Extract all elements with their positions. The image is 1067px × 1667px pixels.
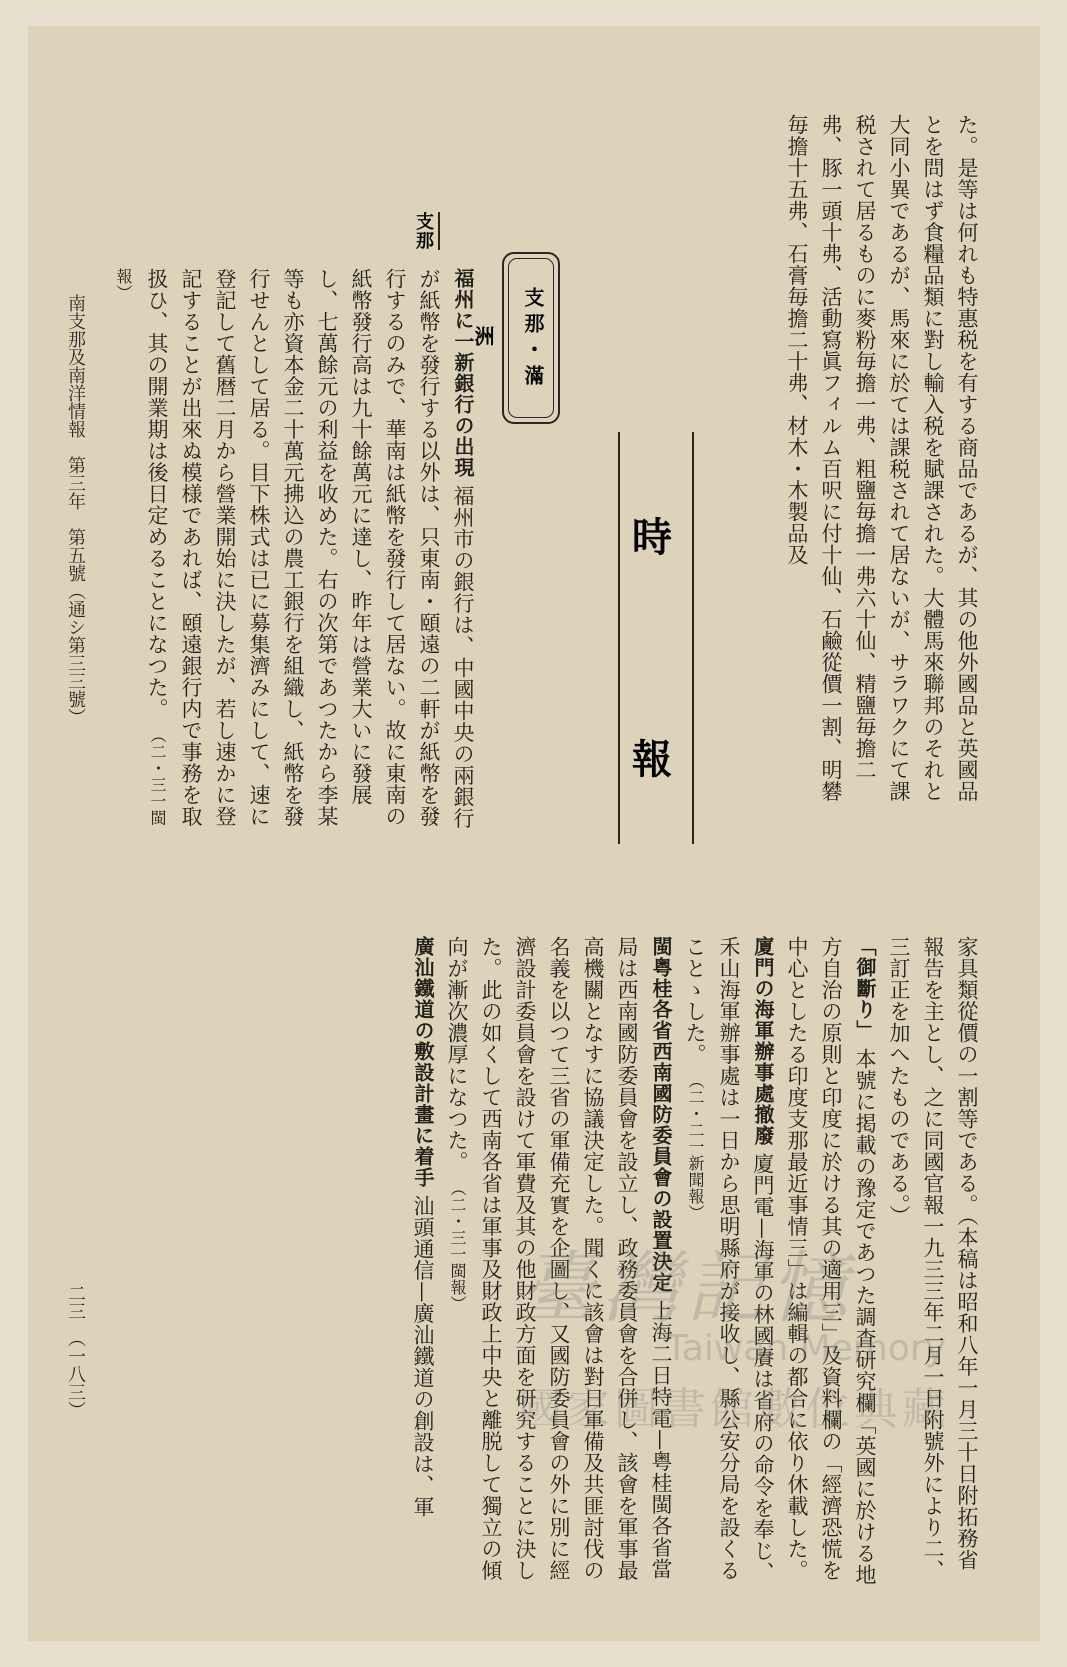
continued-text-bottom [882,936,984,1586]
jiho-title [624,496,684,796]
article-source: （二・二一新聞報） [686,1072,705,1221]
section-label: 支那・滿洲 [471,287,545,391]
jiho-char-2: 報 [632,736,672,783]
article-heading: 福州に一新銀行の出現 [451,268,475,478]
watermark-subtitle: 國家圖書館數位典藏 [518,1384,950,1435]
continued-paragraph-top [714,114,984,804]
article-xiamen-navy [678,936,780,1586]
bottom-columns [64,936,984,1586]
article-fuzhou-bank [50,268,480,838]
section-label-box [471,252,560,424]
watermark-title: 臺灣記憶 [518,1244,855,1334]
notice-heading: 「御斷り」 [853,936,877,1041]
article-body: 福州市の銀行は、中國中央の兩銀行が紙幣を發行する以外は、只東南・頤遠の二軒が紙幣を發行するのみで、華南は紙幣を發行して居ない。故に東南の紙幣發行高は九十餘萬元に達し、昨年は營業大いに發展し、七萬餘元の利益を收めた。右の次第であつたから李某等も亦資本金二十萬元拂込の農工銀行を組織し、紙幣を發行せんとして居る。目下株式は已に募集濟みにして、速に登記して舊暦二月から營業開始に決したが、若し速かに登記することが出來ぬ模様であれば、頤遠銀行内で事務を取扱ひ、其の開業期は後日定めることになつた。 [145,268,475,830]
article-guangshan-railway [406,936,440,1586]
article-southwest-defense [440,936,678,1586]
article-source: （二・三一閩報） [448,1179,467,1312]
article-body: 廈門電—海軍の林國賡は省府の命令を奉じ、禾山海軍辦事處は一日から思明縣府が接收し、縣公安分局を設くることゝした。 [683,936,775,1584]
journal-footer: 南支那及南洋情報 第三年 第五號（通シ第三三號） [65,294,86,726]
article-heading: 廈門の海軍辦事處撤廢 [751,936,775,1146]
notice-body: 本號に掲載の豫定であつた調査研究欄「英國に於ける地方自治の原則と印度に於ける其の適用三」及資料欄の「經濟恐慌を中心としたる印度支那最近事情三」は編輯の都合に依り休載した。 [785,936,877,1586]
jiho-rule-left [618,432,620,844]
jiho-rule-right [692,432,694,844]
region-tag: 支那 [410,212,440,250]
jiho-char-1: 時 [632,514,672,561]
article-heading: 廣汕鐵道の敷設計畫に着手 [411,936,435,1188]
watermark-latin: Taiwan Memory [665,1328,946,1369]
article-body: 汕頭通信—廣汕鐵道の創設は、軍 [411,1195,435,1518]
article-heading: 閩粤桂各省西南國防委員會の設置決定 [649,936,673,1293]
article-source: （二・三一閩報） [114,268,167,826]
notice-paragraph [780,936,882,1586]
page-number: 二三 （一八三） [65,1284,86,1419]
continued-text: た。是等は何れも特惠税を有する商品であるが、其の他外國品と英國品とを問はず食糧品類に對し輸入税を賦課された。大體馬來聯邦のそれと大同小異であるが、馬來に於ては課税されて居ないが、サラワクにて課税されて居るものに麥粉毎擔一弗、粗鹽毎擔一弗六十仙、精鹽毎擔二弗、豚一頭十弗、活動寫眞フィルム百呎に付十仙、石鹼從價一割、明礬毎擔十五弗、石膏毎擔二十弗、材木・木製品及 [785,114,979,802]
document-page [28,26,1040,1641]
continued-bottom-body: 家具類從價の一割等である。（本稿は昭和八年一月三十日附拓務省報告を主とし、之に同國官報一九三三年二月一日附號外により二、三訂正を加へたものである。） [887,936,979,1581]
article-body: 上海二日特電—粤桂閩各省當局は西南國防委員會を設立し、政務委員會を合併し、該會を軍事最高機關となすに協議決定した。聞くに該會は對日軍備及共匪討伐の名義を以つて三省の軍備充實を企圖し、又國防委員會の外に別に經濟設計委員會を設けて軍費及其の他財政方面を研究することに決した。此の如くして西南各省は軍事及財政上中央と離脱して獨立の傾向が漸次濃厚になつた。 [445,936,673,1581]
